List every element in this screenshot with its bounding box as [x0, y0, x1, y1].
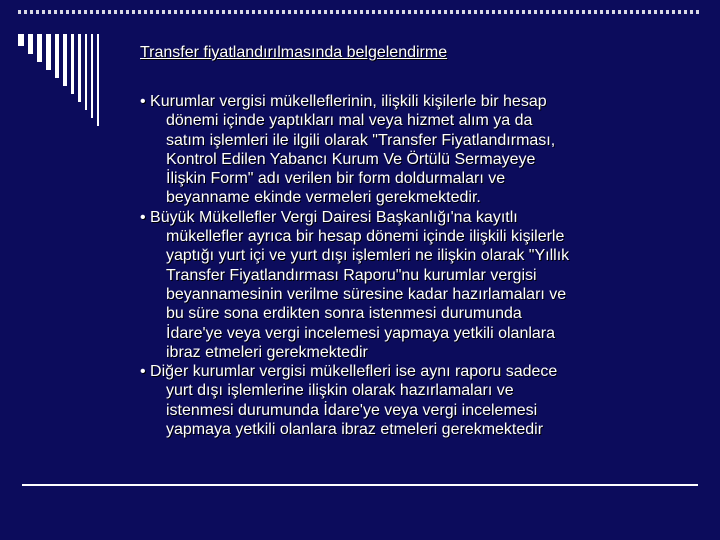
- decorative-bar: [97, 34, 99, 126]
- bullet-item: [140, 362, 680, 439]
- decorative-bar: [78, 34, 81, 102]
- bullet-line: Transfer Fiyatlandırması Raporu"nu kurumlar vergisi: [166, 266, 537, 284]
- decorative-bar: [37, 34, 42, 62]
- bullet-line: • Diğer kurumlar vergisi mükellefleri ise aynı raporu sadece: [140, 363, 558, 381]
- decorative-vertical-bars: [18, 34, 103, 126]
- slide-body: [140, 92, 680, 439]
- bullet-item: [140, 92, 680, 208]
- bullet-line: • Büyük Mükellefler Vergi Dairesi Başkanlığı'na kayıtlı: [140, 208, 518, 226]
- bullet-line: ibraz etmeleri gerekmektedir: [166, 343, 368, 361]
- decorative-bar: [63, 34, 67, 86]
- decorative-dotted-top-border: [18, 10, 702, 14]
- bullet-line: beyanname ekinde vermeleri gerekmektedir.: [166, 189, 481, 207]
- decorative-bar: [71, 34, 74, 94]
- bullet-line: istenmesi durumunda İdare'ye veya vergi incelemesi: [166, 401, 538, 419]
- decorative-bar: [28, 34, 33, 54]
- bullet-line: Kontrol Edilen Yabancı Kurum Ve Örtülü Sermayeye: [166, 150, 536, 168]
- bullet-line: mükellefler ayrıca bir hesap dönemi içinde ilişkili kişilerle: [166, 228, 565, 246]
- decorative-bar: [18, 34, 24, 46]
- decorative-bar: [46, 34, 51, 70]
- slide-title: Transfer fiyatlandırılmasında belgelendirme: [140, 44, 448, 61]
- footer-divider: [22, 484, 698, 486]
- bullet-line: İdare'ye veya vergi incelemesi yapmaya yetkili olanlara: [166, 324, 556, 342]
- bullet-line: bu süre sona erdikten sonra istenmesi durumunda: [166, 305, 522, 323]
- bullet-line: yurt dışı işlemlerine ilişkin olarak hazırlamaları ve: [166, 382, 514, 400]
- bullet-line: İlişkin Form" adı verilen bir form doldurmaları ve: [166, 170, 506, 188]
- bullet-line: yaptığı yurt içi ve yurt dışı işlemleri ne ilişkin olarak "Yıllık: [166, 247, 570, 265]
- bullet-line: • Kurumlar vergisi mükelleflerinin, ilişkili kişilerle bir hesap: [140, 93, 547, 110]
- bullet-line: satım işlemleri ile ilgili olarak "Transfer Fiyatlandırması,: [166, 131, 556, 149]
- bullet-line: beyannamesinin verilme süresine kadar hazırlamaları ve: [166, 285, 567, 303]
- bullet-item: [140, 208, 680, 362]
- decorative-bar: [91, 34, 93, 118]
- decorative-bar: [85, 34, 87, 110]
- decorative-bar: [55, 34, 59, 78]
- bullet-line: dönemi içinde yaptıkları mal veya hizmet alım ya da: [166, 112, 533, 130]
- bullet-line: yapmaya yetkili olanlara ibraz etmeleri gerekmektedir: [166, 421, 544, 439]
